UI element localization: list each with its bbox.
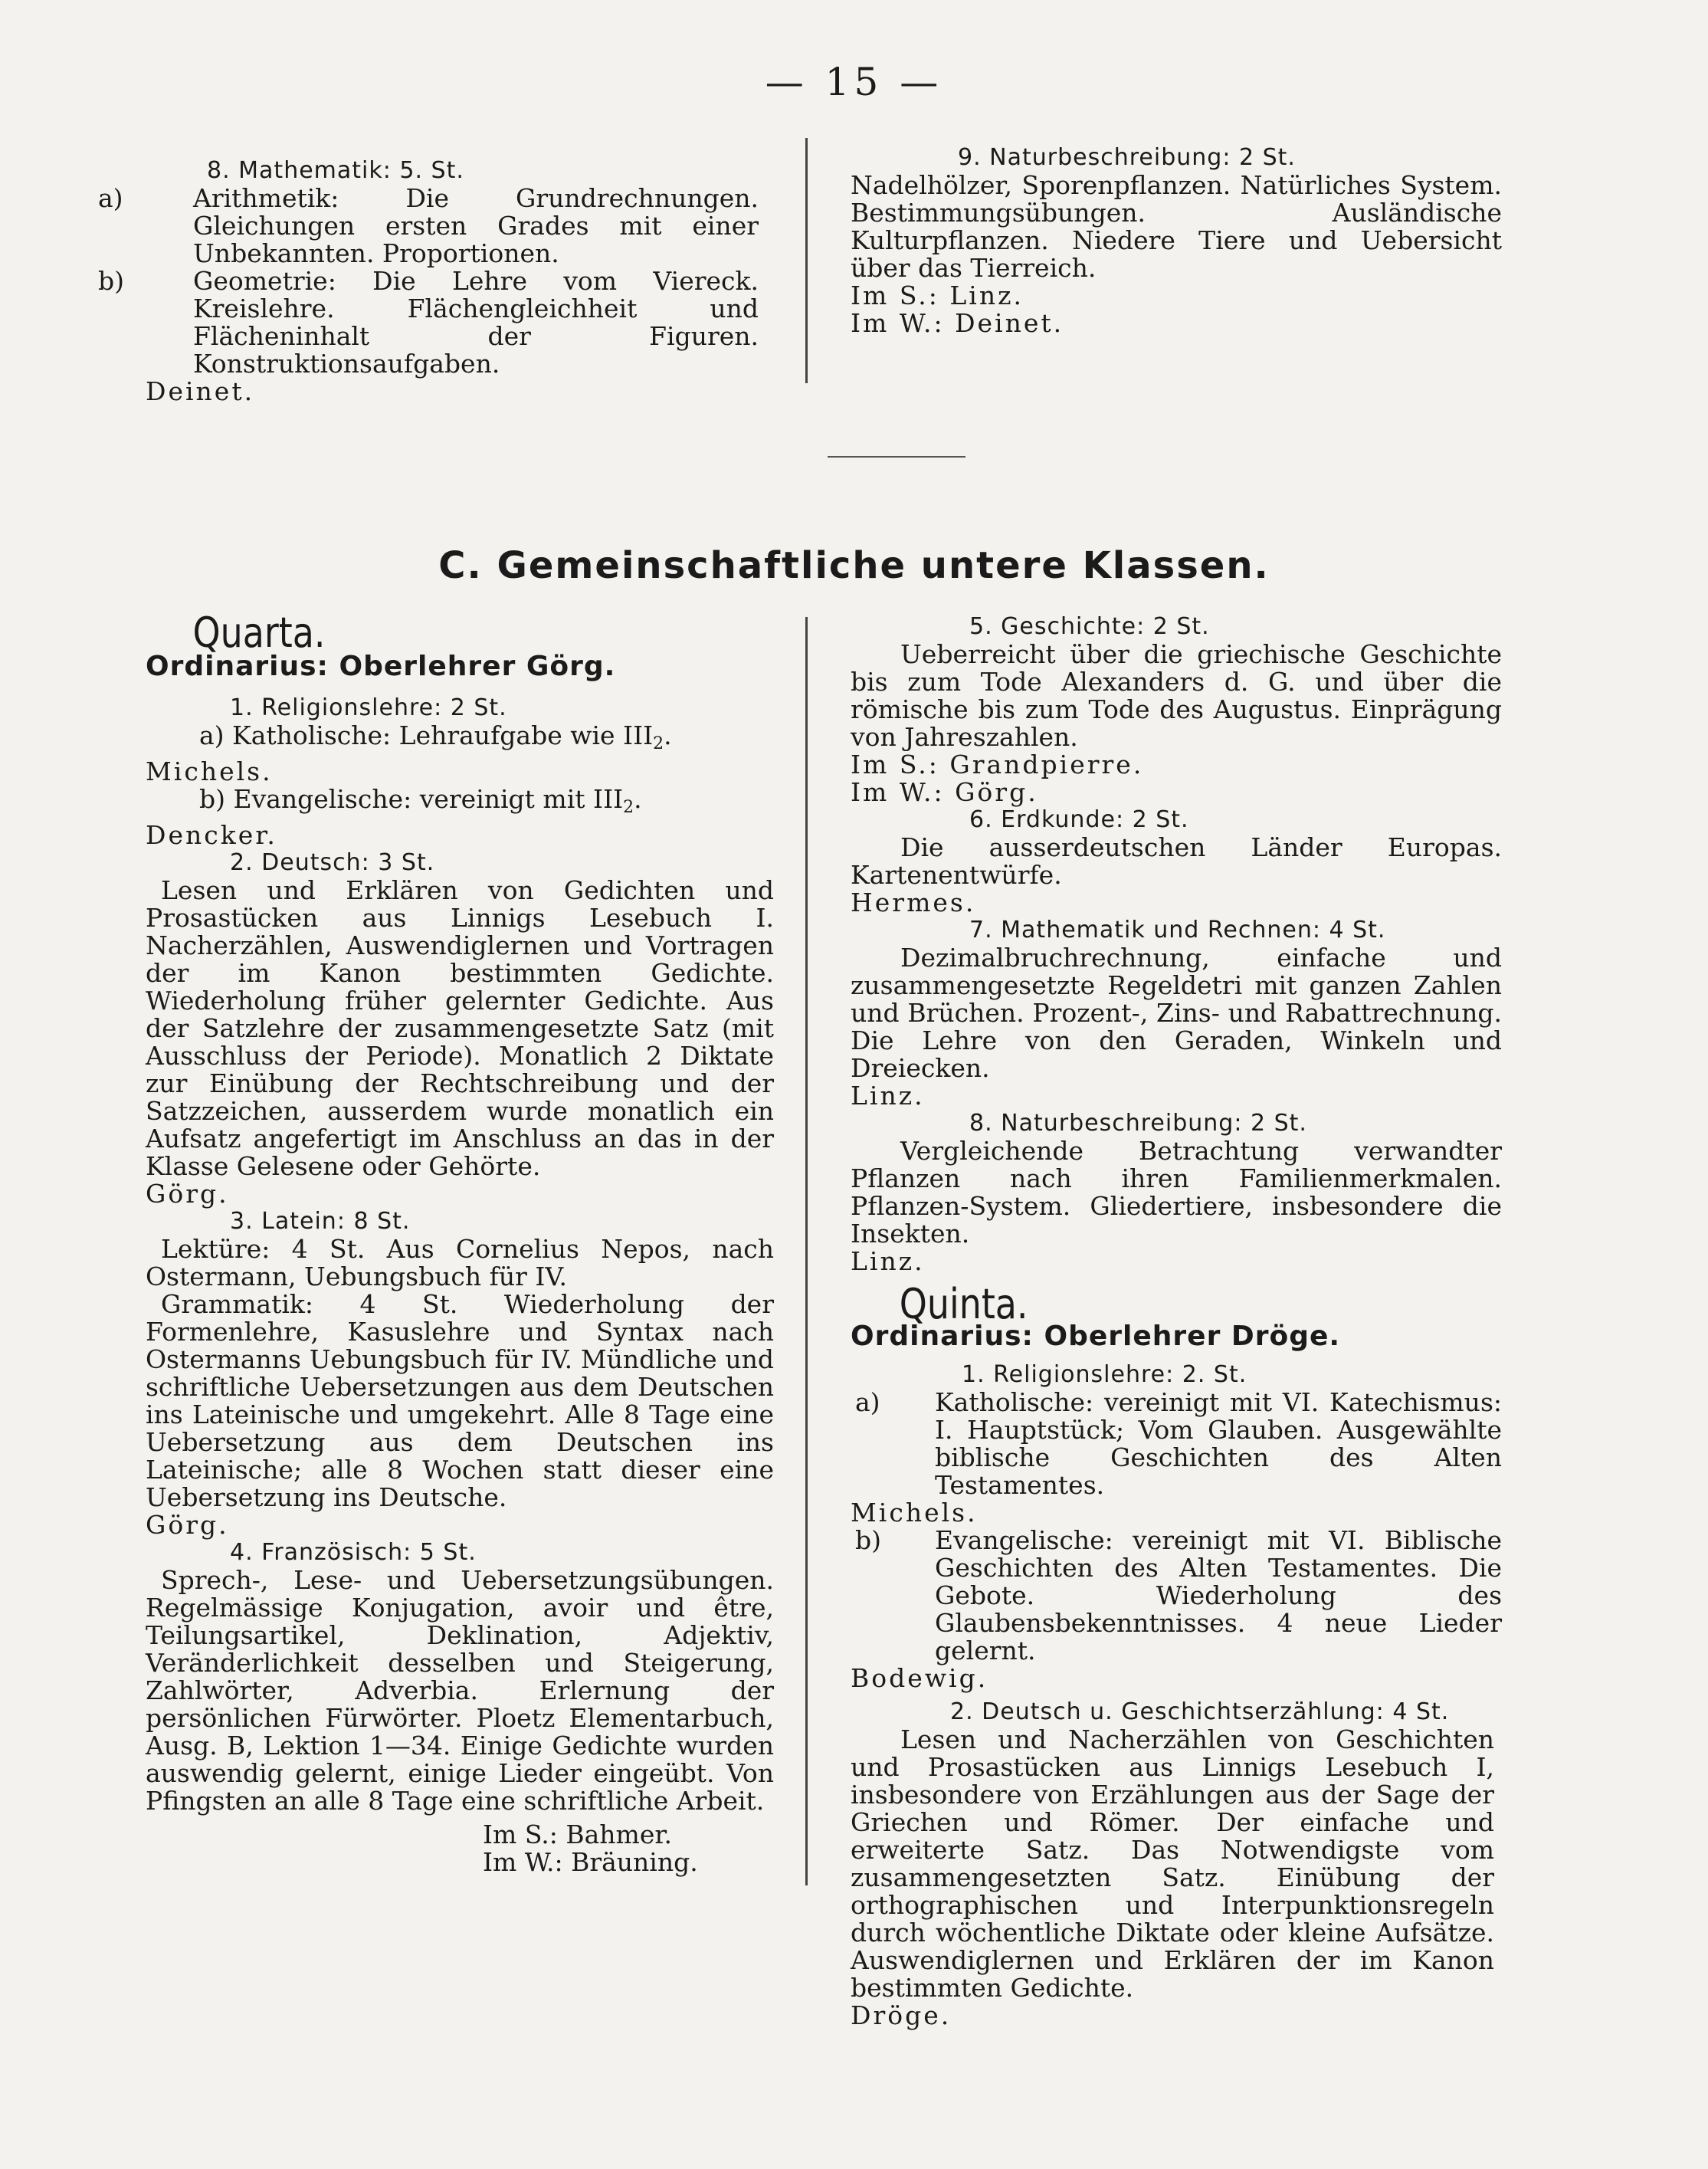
item-label: b) <box>98 266 124 296</box>
subscript: 2 <box>623 798 634 817</box>
quinta-deutsch-heading: 2. Deutsch u. Geschichtserzählung: 4 St. <box>950 1698 1450 1725</box>
religion-heading: 1. Religionslehre: 2 St. <box>230 694 507 721</box>
signature: Linz. <box>851 1246 925 1276</box>
math-section <box>98 157 759 406</box>
religion-a-text: a) Katholische: Lehraufgabe wie III <box>199 720 654 750</box>
deutsch-heading: 2. Deutsch: 3 St. <box>230 849 435 876</box>
item-label: a) <box>98 183 123 213</box>
quinta-religion-heading: 1. Religionslehre: 2. St. <box>962 1361 1247 1388</box>
page-number: — 15 — <box>765 60 943 104</box>
deutsch-text: Lesen und Erklären von Gedichten und Prosastücken aus Linnigs Lesebuch I. Nacherzählen, Auswendiglernen und Vortragen der im Kanon bestimmten Gedichte. Wiederholung früher gelernter Gedichte. Aus der Satzlehre der zusammengesetzte Satz (mit Ausschluss der Periode). Monatlich 2 Diktate zur Einübung der Rechtschreibung und der Satzzeichen, ausserdem wurde monatlich ein Aufsatz angefertigt im Anschluss an das in der Klasse Gelesene oder Gehörte. <box>146 875 774 1181</box>
quarta-left-column <box>146 609 774 1877</box>
franzoesisch-text: Sprech-, Lese- und Uebersetzungsübungen. Regelmässige Konjugation, avoir und être, Teilungsartikel, Deklination, Adjektiv, Veränderlichkeit desselben und Steigerung, Zahlwörter, Adverbia. Erlernung der persönlichen Fürwörter. Ploetz Elementarbuch, Ausg. B, Lektion 1—34. Einige Gedichte wurden auswendig gelernt, einige Lieder eingeübt. Von Pfingsten an alle 8 Tage eine schriftliche Arbeit. <box>146 1565 774 1816</box>
latein-heading: 3. Latein: 8 St. <box>230 1208 411 1235</box>
section-title: C. Gemeinschaftliche untere Klassen. <box>438 544 1270 587</box>
quinta-deutsch-text: Lesen und Nacherzählen von Geschichten und Prosastücken aus Linnigs Lesebuch I, insbesondere von Erzählungen aus der Sage der Griechen und Römer. Der einfache und erweiterte Satz. Das Notwendigste vom zusammengesetzten Satz. Einübung der orthographischen und Interpunktionsregeln durch wöchentliche Diktate oder kleine Aufsätze. Auswendiglernen und Erklären der im Kanon bestimmten Gedichte. <box>851 1724 1494 2003</box>
signature: Linz. <box>851 1081 925 1111</box>
latein-grammatik: Grammatik: 4 St. Wiederholung der Formenlehre, Kasuslehre und Syntax nach Ostermanns Uebungsbuch für IV. Mündliche und schriftliche Uebersetzungen aus dem Deutschen ins Lateinische und umgekehrt. Alle 8 Tage eine Uebersetzung aus dem Deutschen ins Lateinische; alle 8 Wochen statt dieser eine Uebersetzung ins Deutsche. <box>146 1289 774 1512</box>
quinta-religion-evangelisch <box>851 1527 1502 1665</box>
quinta-ordinarius: Ordinarius: Oberlehrer Dröge. <box>851 1321 1341 1352</box>
natur-text: Nadelhölzer, Sporenpflanzen. Natürliches System. Bestimmungsübungen. Ausländische Kulturpflanzen. Niedere Tiere und Uebersicht über das Tierreich. <box>851 170 1502 283</box>
column-divider <box>805 138 808 383</box>
religion-evangelisch <box>146 786 774 822</box>
signature: Görg. <box>146 1179 229 1209</box>
quinta-religion-a-text: Katholische: vereinigt mit VI. Katechismus: I. Hauptstück; Vom Glauben. Ausgewählte biblische Geschichten des Alten Testamentes. <box>935 1387 1502 1500</box>
natur-heading: 9. Naturbeschreibung: 2 St. <box>958 144 1296 171</box>
period: . <box>664 720 672 750</box>
naturbeschreibung-section <box>851 144 1502 337</box>
signature: Dröge. <box>851 2000 952 2030</box>
signature: Im W.: Görg. <box>851 777 1038 807</box>
item-label: b) <box>855 1525 881 1555</box>
signature: Michels. <box>146 756 273 786</box>
geometrie-item <box>98 266 759 379</box>
naturbeschreibung-text: Vergleichende Betrachtung verwandter Pflanzen nach ihren Familienmerkmalen. Pflanzen-System. Gliedertiere, insbesondere die Insekten. <box>851 1136 1502 1249</box>
math-heading: 8. Mathematik: 5. St. <box>207 157 464 184</box>
subscript: 2 <box>653 734 664 753</box>
signature: Dencker. <box>146 820 277 850</box>
geschichte-text: Ueberreicht über die griechische Geschichte bis zum Tode Alexanders d. G. und über die römische bis zum Tode des Augustus. Einprägung von Jahreszahlen. <box>851 639 1502 752</box>
signature: Im W.: Bräuning. <box>483 1847 698 1877</box>
geometrie-text: Geometrie: Die Lehre vom Viereck. Kreislehre. Flächengleichheit und Flächeninhalt der Figuren. Konstruktionsaufgaben. <box>193 266 759 379</box>
erdkunde-heading: 6. Erdkunde: 2 St. <box>969 806 1189 833</box>
quarta-title: Quarta. <box>192 609 326 657</box>
item-label: a) <box>855 1387 880 1417</box>
naturbeschreibung-heading: 8. Naturbeschreibung: 2 St. <box>969 1110 1307 1137</box>
signature: Im S.: Grandpierre. <box>851 750 1144 779</box>
signature: Deinet. <box>146 376 255 406</box>
arithmetik-item <box>98 183 759 268</box>
mathematik-text: Dezimalbruchrechnung, einfache und zusammengesetzte Regeldetri mit ganzen Zahlen und Brüchen. Prozent-, Zins- und Rabattrechnung. Die Lehre von den Geraden, Winkeln und Dreiecken. <box>851 943 1502 1083</box>
signature: Bodewig. <box>851 1663 988 1693</box>
quarta-ordinarius: Ordinarius: Oberlehrer Görg. <box>146 651 616 682</box>
column-divider <box>805 617 808 1885</box>
franzoesisch-heading: 4. Französisch: 5 St. <box>230 1539 477 1566</box>
erdkunde-text: Die ausserdeutschen Länder Europas. Kartenentwürfe. <box>851 832 1502 890</box>
short-rule <box>828 456 965 458</box>
quinta-title: Quinta. <box>899 1280 1028 1328</box>
signature: Görg. <box>146 1510 229 1540</box>
mathematik-heading: 7. Mathematik und Rechnen: 4 St. <box>969 917 1386 943</box>
quinta-religion-katholisch <box>851 1389 1502 1499</box>
religion-b-text: b) Evangelische: vereinigt mit III <box>199 784 624 814</box>
signature: Im S.: Linz. <box>851 281 1024 310</box>
quarta-right-column <box>851 613 1502 2030</box>
signature: Im W.: Deinet. <box>851 308 1064 338</box>
signature: Hermes. <box>851 888 976 917</box>
arithmetik-text: Arithmetik: Die Grundrechnungen. Gleichungen ersten Grades mit einer Unbekannten. Proportionen. <box>193 183 759 268</box>
period: . <box>634 784 642 814</box>
geschichte-heading: 5. Geschichte: 2 St. <box>969 613 1210 640</box>
religion-katholisch <box>146 722 774 758</box>
quinta-religion-b-text: Evangelische: vereinigt mit VI. Biblische Geschichten des Alten Testamentes. Die Gebote. Wiederholung des Glaubensbekenntnisses. 4 neue Lieder gelernt. <box>935 1525 1502 1665</box>
latein-lektuere: Lektüre: 4 St. Aus Cornelius Nepos, nach Ostermann, Uebungsbuch für IV. <box>146 1234 774 1291</box>
signature: Im S.: Bahmer. <box>483 1820 672 1849</box>
signature: Michels. <box>851 1498 978 1527</box>
